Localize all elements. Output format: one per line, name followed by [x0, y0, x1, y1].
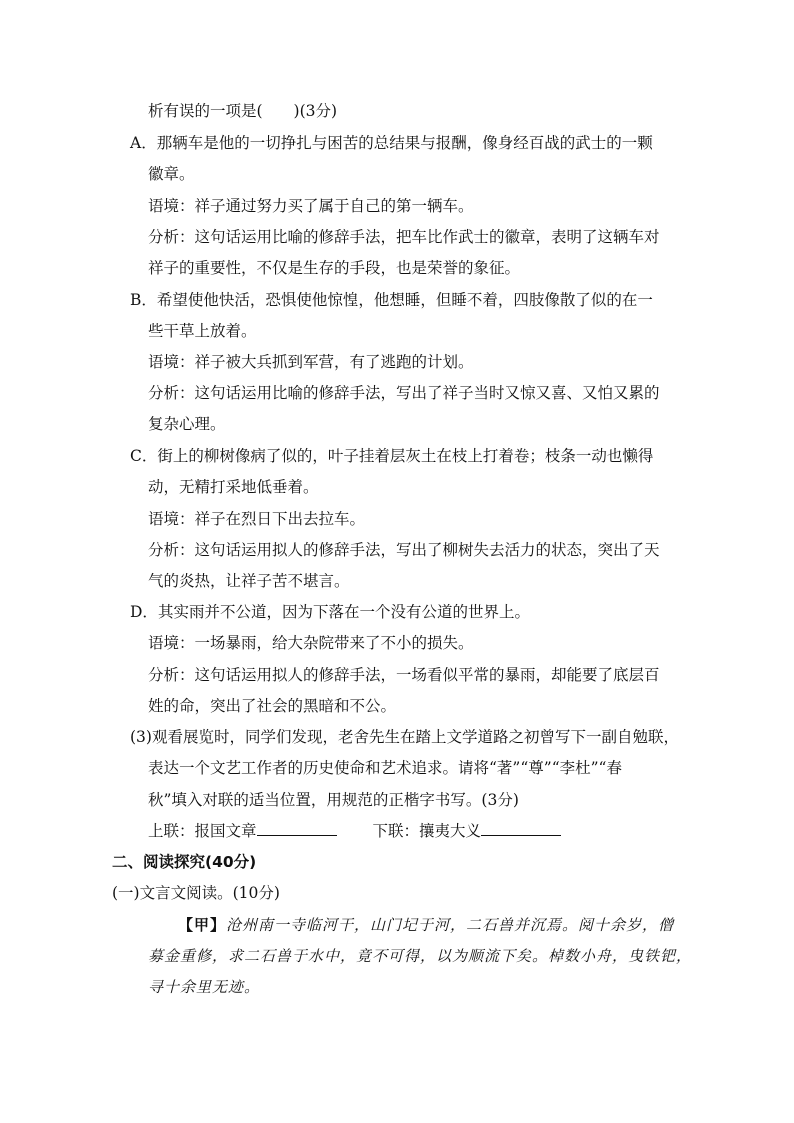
option-c-analysis-1: 分析：这句话运用拟人的修辞手法，写出了柳树失去活力的状态，突出了天	[148, 541, 660, 559]
question-3-line-1: (3)观看展览时，同学们发现，老舍先生在踏上文学道路之初曾写下一副自勉联，	[130, 728, 679, 746]
passage-line-3: 寻十余里无迹。	[148, 978, 261, 996]
upper-couplet-label: 上联：报国文章	[148, 822, 257, 840]
option-a-context: 语境：祥子通过努力买了属于自己的第一辆车。	[148, 197, 474, 215]
question-3-line-2: 表达一个文艺工作者的历史使命和艺术追求。请将“著”“尊”“李杜”“春	[148, 759, 622, 777]
upper-couplet-blank[interactable]	[257, 821, 337, 836]
option-c-line-1: C．街上的柳树像病了似的，叶子挂着层灰土在枝上打着卷；枝条一动也懒得	[130, 447, 654, 465]
passage-line-2: 募金重修，求二石兽于水中，竟不可得，以为顺流下矣。棹数小舟，曳铁钯，	[148, 947, 693, 965]
question-stem-end: 析有误的一项是( )(3分)	[148, 102, 338, 120]
option-c-analysis-2: 气的炎热，让祥子苦不堪言。	[148, 572, 350, 590]
option-b-context: 语境：祥子被大兵抓到军营，有了逃跑的计划。	[148, 353, 474, 371]
option-a-line-2: 徽章。	[148, 165, 195, 183]
lower-couplet-blank[interactable]	[481, 821, 561, 836]
couplet-line	[148, 821, 561, 841]
option-d-line-1: D．其实雨并不公道，因为下落在一个没有公道的世界上。	[130, 603, 530, 621]
option-d-context: 语境：一场暴雨，给大杂院带来了不小的损失。	[148, 634, 474, 652]
option-d-analysis-2: 姓的命，突出了社会的黑暗和不公。	[148, 697, 397, 715]
section-2-title: 二、阅读探究(40分)	[112, 853, 257, 871]
option-b-analysis-2: 复杂心理。	[148, 415, 226, 433]
section-2-subtitle: (一)文言文阅读。(10分)	[112, 884, 280, 902]
lower-couplet-label: 下联：攘夷大义	[372, 822, 482, 840]
option-b-line-1: B．希望使他快活，恐惧使他惊惶，他想睡，但睡不着，四肢像散了似的在一	[130, 291, 653, 309]
option-b-analysis-1: 分析：这句话运用比喻的修辞手法，写出了祥子当时又惊又喜、又怕又累的	[148, 384, 660, 402]
option-a-analysis-2: 祥子的重要性，不仅是生存的手段，也是荣誉的象征。	[148, 259, 521, 277]
question-3-line-3: 秋”填入对联的适当位置，用规范的正楷字书写。(3分)	[148, 791, 519, 809]
option-c-line-2: 动，无精打采地低垂着。	[148, 478, 319, 496]
option-d-analysis-1: 分析：这句话运用拟人的修辞手法，一场看似平常的暴雨，却能要了底层百	[148, 666, 660, 684]
passage-marker: 【甲】	[178, 916, 227, 934]
option-a-line-1: A．那辆车是他的一切挣扎与困苦的总结果与报酬，像身经百战的武士的一颗	[130, 134, 653, 152]
option-a-analysis-1: 分析：这句话运用比喻的修辞手法，把车比作武士的徽章，表明了这辆车对	[148, 228, 660, 246]
passage-line-1: 【甲】沧州南一寺临河干，山门圮于河，二石兽并沉焉。阅十余岁，僧	[178, 916, 675, 934]
option-b-line-2: 些干草上放着。	[148, 322, 257, 340]
option-c-context: 语境：祥子在烈日下出去拉车。	[148, 510, 366, 528]
